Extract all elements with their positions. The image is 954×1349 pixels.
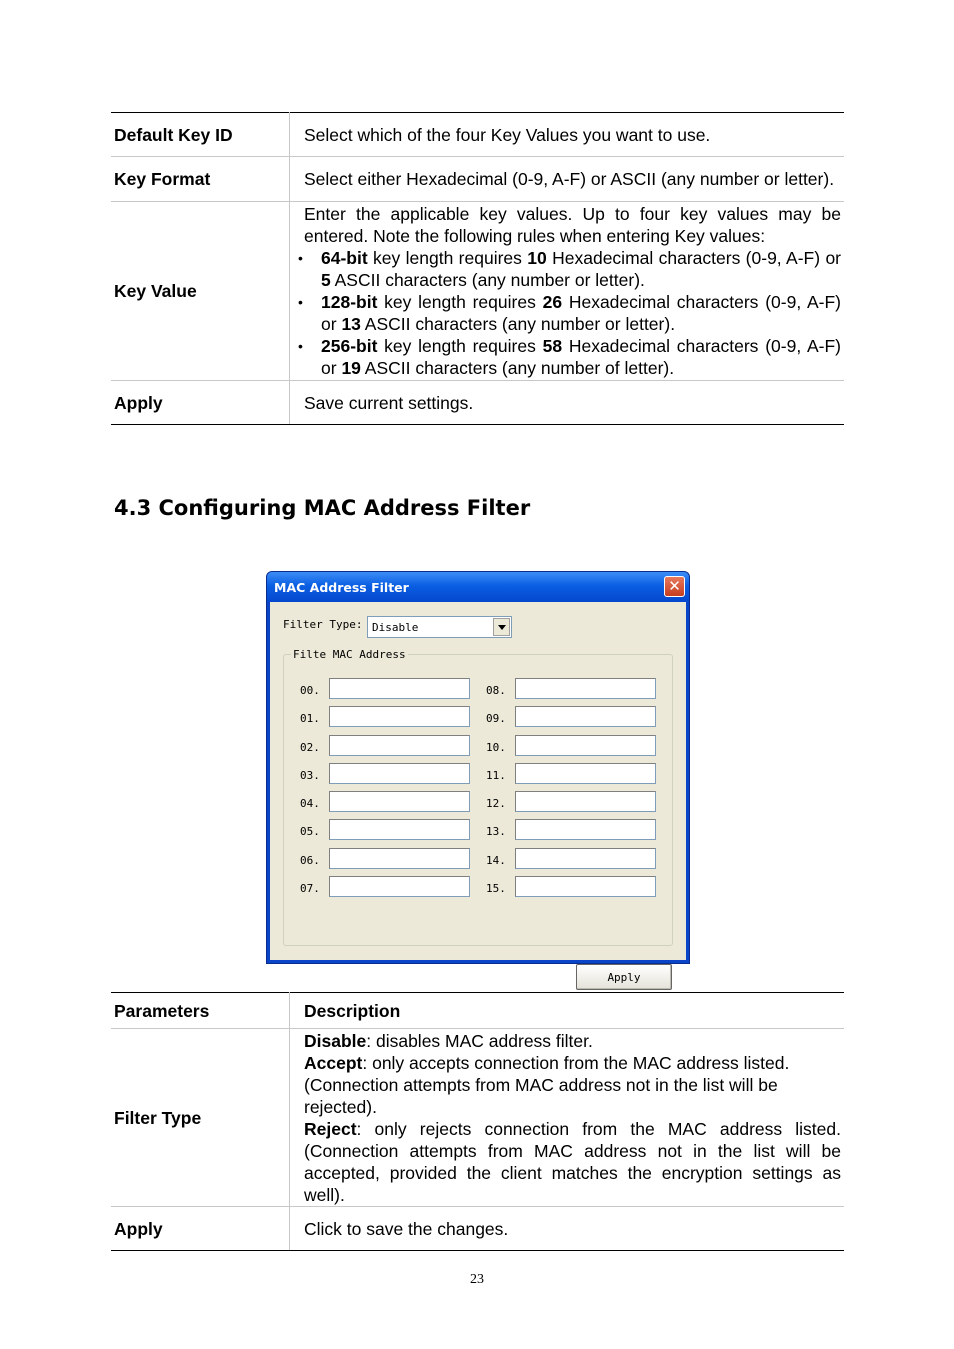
mac-address-input-03[interactable] xyxy=(329,763,470,784)
mac-address-input-13[interactable] xyxy=(515,819,656,840)
param-description: Select either Hexadecimal (0-9, A-F) or ASCII (any number or letter). xyxy=(290,157,845,202)
mac-index-label: 00. xyxy=(300,684,320,697)
mac-address-filter-dialog xyxy=(266,571,690,984)
dropdown-button[interactable] xyxy=(493,618,510,636)
mac-index-label: 01. xyxy=(300,712,320,726)
mac-address-input-12[interactable] xyxy=(515,791,656,812)
apply-button[interactable]: Apply xyxy=(576,964,672,990)
option-text: : disables MAC address filter. xyxy=(366,1030,593,1051)
mac-address-groupbox xyxy=(283,648,673,984)
mac-address-input-02[interactable] xyxy=(329,735,470,756)
groupbox-label: Filte MAC Address xyxy=(293,648,406,661)
hex-count: 10 xyxy=(527,248,547,268)
table-row xyxy=(111,113,844,157)
wep-parameters-table xyxy=(111,112,844,425)
rule-text: Hexadecimal characters (0-9, A-F) or xyxy=(321,336,841,378)
option-label: Reject xyxy=(304,1118,357,1139)
mac-address-input-04[interactable] xyxy=(329,791,470,812)
mac-index-label: 15. xyxy=(486,882,506,896)
ascii-count: 5 xyxy=(321,270,331,290)
param-name: Default Key ID xyxy=(111,113,290,157)
table-row xyxy=(111,1207,844,1251)
table-header-row xyxy=(111,993,844,1029)
param-description: Save current settings. xyxy=(290,381,845,425)
mac-index-label: 11. xyxy=(486,768,506,782)
filter-type-label: Filter Type: xyxy=(283,618,363,631)
reject-option xyxy=(304,1118,841,1206)
mac-address-input-06[interactable] xyxy=(329,848,470,869)
dialog-title: MAC Address Filter xyxy=(274,580,409,595)
mac-address-input-07[interactable] xyxy=(329,876,470,897)
option-label: Accept xyxy=(304,1052,363,1073)
param-description xyxy=(290,202,845,381)
rule-text: Hexadecimal characters (0-9, A-F) or xyxy=(546,248,841,268)
mac-index-label: 13. xyxy=(486,825,506,839)
mac-address-input-14[interactable] xyxy=(515,848,656,869)
param-name: Apply xyxy=(111,381,290,425)
rule-text: key length requires xyxy=(377,292,543,312)
mac-filter-parameters-table xyxy=(111,992,844,1251)
key-bits: 256-bit xyxy=(321,336,378,356)
rule-text: ASCII characters (any number of letter). xyxy=(360,358,675,378)
param-name: Apply xyxy=(111,1207,290,1251)
mac-address-input-10[interactable] xyxy=(515,735,656,756)
key-bits: 64-bit xyxy=(321,248,368,268)
mac-address-input-01[interactable] xyxy=(329,706,470,727)
mac-index-label: 05. xyxy=(300,825,320,839)
section-title: 4.3 Configuring MAC Address Filter xyxy=(114,496,531,520)
option-text: : only accepts connection from the MAC address listed. (Connection attempts from MAC address not in the list will be rejected). xyxy=(304,1052,790,1117)
param-description: Select which of the four Key Values you want to use. xyxy=(290,113,845,157)
bullet-icon: • xyxy=(298,294,303,310)
ascii-count: 19 xyxy=(341,358,361,378)
mac-index-label: 09. xyxy=(486,712,506,726)
table-row xyxy=(111,381,844,425)
param-description xyxy=(290,1029,845,1207)
mac-address-input-00[interactable] xyxy=(329,678,470,699)
filter-type-select[interactable] xyxy=(367,616,512,638)
rule-text: Hexadecimal characters (0-9, A-F) or xyxy=(321,292,841,334)
key-length-rules xyxy=(298,247,841,379)
rule-text: ASCII characters (any number or letter). xyxy=(360,314,676,334)
disable-option xyxy=(304,1030,841,1052)
dialog-titlebar[interactable] xyxy=(267,572,689,602)
mac-address-input-08[interactable] xyxy=(515,678,656,699)
param-name: Filter Type xyxy=(111,1029,290,1207)
mac-index-label: 03. xyxy=(300,768,320,782)
dialog-body xyxy=(270,602,686,984)
filter-type-value: Disable xyxy=(372,621,419,634)
list-item xyxy=(298,335,841,379)
hex-count: 26 xyxy=(542,292,563,312)
mac-index-label: 14. xyxy=(486,853,506,867)
mac-address-input-05[interactable] xyxy=(329,819,470,840)
param-name: Key Format xyxy=(111,157,290,202)
mac-index-label: 10. xyxy=(486,740,506,754)
param-name: Key Value xyxy=(111,202,290,381)
table-row xyxy=(111,1029,844,1207)
rule-text: ASCII characters (any number or letter). xyxy=(330,270,645,290)
close-icon[interactable]: ✕ xyxy=(664,576,685,597)
column-header-parameters: Parameters xyxy=(111,993,290,1029)
key-value-intro: Enter the applicable key values. Up to four key values may be entered. Note the following rules when entering Key values: xyxy=(304,204,841,246)
mac-index-label: 07. xyxy=(300,882,320,896)
bullet-icon: • xyxy=(298,338,303,354)
bullet-icon: • xyxy=(298,250,303,266)
mac-index-label: 06. xyxy=(300,853,320,867)
mac-address-input-11[interactable] xyxy=(515,763,656,784)
accept-option xyxy=(304,1052,841,1118)
page-number: 23 xyxy=(470,1272,484,1287)
list-item xyxy=(298,291,841,335)
rule-text: key length requires xyxy=(377,336,543,356)
table-row xyxy=(111,202,844,381)
rule-text: key length requires xyxy=(367,248,528,268)
key-bits: 128-bit xyxy=(321,292,378,312)
chevron-down-icon xyxy=(498,625,506,630)
param-description: Click to save the changes. xyxy=(290,1207,845,1251)
table-row xyxy=(111,157,844,202)
hex-count: 58 xyxy=(542,336,563,356)
option-label: Disable xyxy=(304,1030,367,1051)
mac-address-input-09[interactable] xyxy=(515,706,656,727)
mac-index-label: 08. xyxy=(486,684,506,697)
list-item xyxy=(298,247,841,291)
mac-index-label: 12. xyxy=(486,797,506,811)
mac-index-label: 02. xyxy=(300,740,320,754)
mac-address-input-15[interactable] xyxy=(515,876,656,897)
ascii-count: 13 xyxy=(341,314,361,334)
mac-index-label: 04. xyxy=(300,797,320,811)
column-header-description: Description xyxy=(290,993,845,1029)
option-text: : only rejects connection from the MAC address listed. (Connection attempts from MAC address not in the list will be accepted, provided the client matches the encryption settings as well). xyxy=(304,1118,841,1205)
